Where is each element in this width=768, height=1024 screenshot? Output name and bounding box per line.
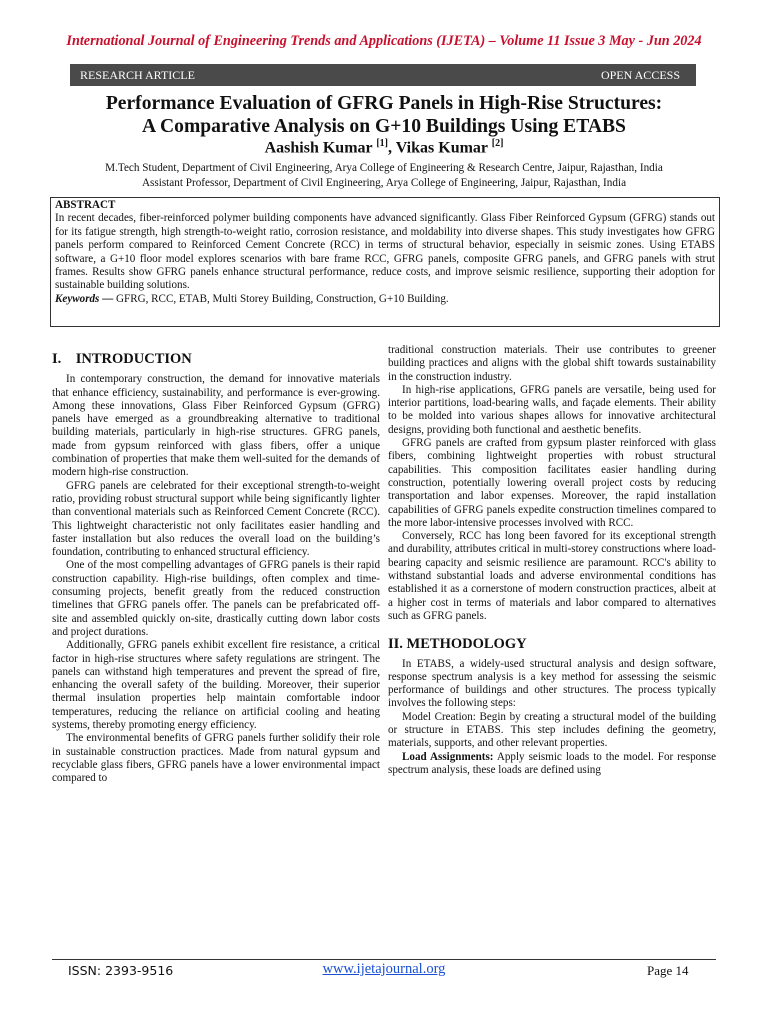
article-type-label: RESEARCH ARTICLE [80, 67, 195, 82]
intro-paragraph-1: In contemporary construction, the demand for innovative materials that enhance efficiency, sustainability, and performance is ever-growing. Among these innovations, Glass Fiber Reinforced Gypsum (GFRG) panels have emerged as a groundbreaking alternative to traditional building materials, particularly in high-rise structures. GFRG panels, made from gypsum reinforced with glass fibers, offer a unique combination of properties that make them well-suited for the demands of modern high-rise construction. [52, 373, 380, 479]
footer-divider [52, 959, 716, 960]
footer-journal-link[interactable]: www.ijetajournal.org [322, 961, 446, 977]
author-1: Aashish Kumar [264, 139, 373, 157]
load-assignments-text: Apply seismic loads to the model. For response spectrum analysis, these loads are defined using [388, 750, 717, 776]
keywords-separator: — [99, 292, 117, 305]
intro-paragraph-3: One of the most compelling advantages of GFRG panels is their rapid construction capability. High-rise buildings, often complex and time-consuming projects, benefit greatly from the reduced construction timelines that GFRG panels offer. The panels can be prefabricated off-site and assembled quickly on-site, drastically cutting down labor costs and project durations. [52, 559, 380, 638]
method-paragraph-2: Model Creation: Begin by creating a structural model of the building or structure in ETABS. This step includes defining the geometry, materials, supports, and other relevant properties. [388, 710, 716, 750]
affiliation-2: Assistant Professor, Department of Civil Engineering, Arya College of Engineering, Jaipur, Rajasthan, India [141, 177, 627, 189]
intro-paragraph-6: In high-rise applications, GFRG panels are versatile, being used for interior partitions, load-bearing walls, and façade elements. Their ability to be molded into various shapes allows for innovative architectural designs, providing both functional and aesthetic benefits. [388, 383, 716, 436]
title-line-1: Performance Evaluation of GFRG Panels in High-Rise Structures: [105, 93, 663, 114]
author-1-ref: [1] [376, 138, 388, 149]
author-2: Vikas Kumar [395, 139, 488, 157]
intro-paragraph-8: Conversely, RCC has long been favored for its exceptional strength and durability, attributes critical in multi-storey constructions where load-bearing capacity and seismic resilience are paramount. RCC's ability to withstand substantial loads and adverse environmental conditions has established it as a cornerstone of modern construction practices, albeit at a higher cost in terms of materials and labor compared to alternatives such as GFRG panels. [388, 530, 716, 622]
author-2-ref: [2] [491, 138, 504, 149]
intro-paragraph-7: GFRG panels are crafted from gypsum plaster reinforced with glass fibers, combining lightweight properties with robust structural capabilities. This composition facilitates easier handling during construction, potentially lowering overall project costs by reducing transportation and labor expenses. Moreover, the rapid installation capabilities of GFRG panels expedite construction timelines compared to the more labor-intensive processes involved with RCC. [388, 437, 716, 529]
journal-header: International Journal of Engineering Trends and Applications (IJETA) – Volume 11 Issue 3 May - Jun 2024 [66, 33, 702, 49]
right-column [388, 344, 716, 777]
left-column [52, 344, 380, 786]
open-access-label: OPEN ACCESS [600, 67, 680, 82]
load-assignments-label: Load Assignments: [402, 750, 494, 763]
keywords-line [55, 293, 715, 306]
keywords-label: Keywords [55, 292, 100, 305]
intro-continuation: traditional construction materials. Their use contributes to greener building practices and aligns with the global shift towards sustainability in the construction industry. [388, 344, 716, 383]
method-paragraph-1: In ETABS, a widely-used structural analysis and design software, response spectrum analysis is a key method for assessing the seismic performance of buildings and other structures. The process typically involves the following steps: [388, 657, 716, 710]
paper-title [20, 92, 748, 138]
section-heading-methodology: II. METHODOLOGY [388, 636, 527, 653]
keywords-text: GFRG, RCC, ETAB, Multi Storey Building, Construction, G+10 Building. [116, 292, 449, 305]
article-banner [70, 64, 696, 86]
title-line-2: A Comparative Analysis on G+10 Buildings Using ETABS [142, 116, 626, 137]
abstract-heading: ABSTRACT [55, 199, 116, 211]
footer-issn: ISSN: 2393-9516 [68, 963, 174, 978]
author-list [0, 138, 768, 157]
abstract-box [50, 197, 720, 327]
intro-paragraph-4: Additionally, GFRG panels exhibit excellent fire resistance, a critical factor in high-rise structures where safety regulations are stringent. The panels can withstand high temperatures and prevent the spread of fire, enhancing the overall safety of the building. Moreover, their superior thermal insulation properties help maintain comfortable indoor temperatures, reducing the reliance on artificial cooling and heating systems, thereby promoting energy efficiency. [52, 639, 380, 732]
footer-page-number: Page 14 [647, 963, 689, 978]
section-heading-introduction: I. INTRODUCTION [52, 351, 192, 367]
affiliation-1: M.Tech Student, Department of Civil Engineering, Arya College of Engineering & Research Centre, Jaipur, Rajasthan, India [105, 162, 663, 174]
intro-paragraph-2: GFRG panels are celebrated for their exceptional strength-to-weight ratio, providing robust structural support while being significantly lighter than conventional materials such as Reinforced Cement Concrete (RCC). This lightweight characteristic not only facilitates easier handling and faster installation but also reduces the overall load on the building’s foundation, contributing to enhanced structural efficiency. [52, 479, 380, 559]
abstract-text: In recent decades, fiber-reinforced polymer building components have advanced significantly. Glass Fiber Reinforced Gypsum (GFRG) stands out for its fatigue strength, high strength-to-weight ratio, corrosion resistance, and moldability into diverse shapes. This study investigates how GFRG panels perform compared to Reinforced Cement Concrete (RCC) in terms of structural behavior, especially in seismic zones. Using ETABS software, a G+10 floor model explores scenarios with bare frame RCC, GFRG panels, composite GFRG panels, and GFRG panels with strut frames. Results show GFRG panels enhance structural performance, reduce costs, and improve seismic resilience, supporting their adoption for sustainable building solutions. [55, 212, 715, 292]
intro-paragraph-5: The environmental benefits of GFRG panels further solidify their role in sustainable construction practices. Made from natural gypsum and recyclable glass fibers, GFRG panels have a lower environmental impact compared to [52, 732, 380, 785]
author-separator: , [388, 139, 396, 157]
method-paragraph-3 [388, 751, 716, 778]
